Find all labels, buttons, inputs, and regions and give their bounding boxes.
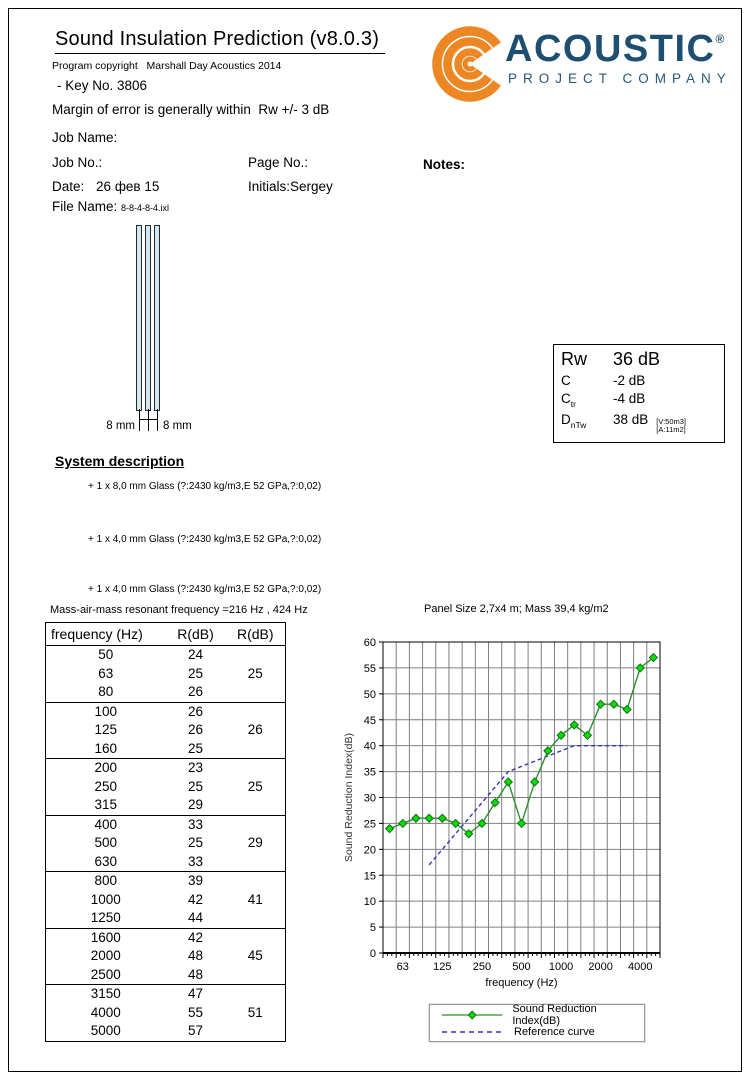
r-value-cell [226,815,286,834]
y-tick-label: 5 [369,922,376,935]
r-value-cell [226,909,286,928]
r-value-cell: 41 [247,891,263,907]
brand-name-text: ACOUSTIC [505,28,716,70]
system-description-heading: System description [55,453,185,469]
r-value-cell [226,702,286,721]
table-row [46,872,286,891]
initials-label: Initials: [248,179,291,194]
dntw-symbol: D [561,412,571,427]
file-name-label: File Name: [52,199,118,214]
table-row [46,815,286,834]
legend-sri-label: Sound Reduction Index(dB) [512,1002,597,1027]
rw-label: Rw [561,349,587,369]
frequency-cell: 630 [94,853,118,869]
dimension-connector [139,419,148,420]
frequency-cell: 5000 [90,1023,121,1039]
r-value-cell: 48 [187,948,204,964]
glass-pane-3 [154,225,160,411]
dntw-label [561,412,613,430]
y-tick-label: 20 [363,844,376,857]
notes-label: Notes: [423,157,466,172]
frequency-cell: 2500 [90,966,121,982]
logo-arcs-icon [430,26,504,104]
table-row [46,985,286,1004]
dntw-value: 38 dB [613,412,649,427]
r-value-cell [226,796,286,815]
y-tick-label: 50 [363,688,376,701]
table-row [46,966,286,985]
frequency-cell: 500 [94,835,118,851]
margin-note: Margin of error is generally within Rw +/- 3 dB [52,102,330,117]
page-title-wrap [55,28,385,54]
table-row [46,947,286,966]
r-value-cell: 25 [247,778,263,794]
legend-entry-reference [440,1024,644,1039]
r-value-cell [226,683,286,702]
dimension-label-right: 8 mm [163,420,192,432]
table-row [46,702,286,721]
frequency-cell: 100 [46,702,166,721]
r-value-cell: 29 [247,835,263,851]
legend-reference-line-icon [440,1027,506,1037]
table-row [46,1004,286,1023]
r-value-cell: 26 [187,684,204,700]
table-row [46,646,286,665]
frequency-cell: 1600 [46,928,166,947]
ctr-label [561,391,613,409]
c-value: -2 dB [613,373,646,388]
frequency-cell: 2000 [90,948,121,964]
dntw-subscript: nTw [570,420,587,430]
r-value-cell: 24 [187,647,204,663]
y-tick-label: 10 [363,896,376,909]
date-label: Date: [52,179,85,194]
table-row [46,891,286,910]
frequency-table [45,622,286,1042]
frequency-cell: 1000 [90,891,121,907]
file-name-line [52,199,169,214]
r-value-cell: 57 [187,1023,204,1039]
resonance-note: Mass-air-mass resonant frequency =216 Hz , 424 Hz [50,604,308,616]
r-value-cell: 42 [166,928,226,947]
r-value-cell [226,966,286,985]
table-row [46,834,286,853]
r-value-cell: 26 [166,702,226,721]
system-layer-2: + 1 x 4,0 mm Glass (?:2430 kg/m3,E 52 GPa,?:0,02) [88,534,322,545]
sri-data-point [425,814,433,822]
sri-data-point [610,700,618,708]
sri-data-point [623,705,631,713]
r-value-cell [226,740,286,759]
frequency-cell: 50 [98,647,114,663]
sri-data-point [531,778,539,786]
line-chart [338,592,690,1007]
r-value-cell [226,759,286,778]
file-name-value: 8-8-4-8-4.ixl [121,203,170,213]
frequency-cell: 400 [46,815,166,834]
y-tick-label: 55 [363,662,376,675]
dntw-notes [656,418,686,434]
r-value-cell: 45 [247,948,263,964]
r-value-cell: 48 [187,966,204,982]
c-label: C [561,373,571,388]
col-header-r2: R(dB) [226,623,286,646]
dimension-tick [157,409,158,431]
job-no-label: Job No.: [52,155,103,170]
table-row [46,853,286,872]
ctr-symbol: C [561,391,571,406]
rating-box [553,344,725,443]
r-value-cell: 23 [166,759,226,778]
r-value-cell: 25 [187,778,204,794]
frequency-cell: 63 [98,665,114,681]
table-row [46,759,286,778]
sri-data-point [597,700,605,708]
x-tick-label: 125 [433,961,452,973]
col-header-r1: R(dB) [166,623,226,646]
date-line [52,179,159,194]
dntw-row [561,412,718,434]
initials-line [248,179,333,194]
ctr-subscript: tr [570,399,576,409]
registered-mark-icon: ® [715,32,725,46]
y-tick-label: 35 [363,766,376,779]
frequency-cell: 125 [94,722,118,738]
frequency-cell: 1250 [90,910,121,926]
glass-pane-2 [145,225,151,411]
y-tick-label: 30 [363,792,376,805]
x-tick-label: 4000 [627,961,653,973]
r-value-cell: 51 [247,1004,263,1020]
rw-row [561,349,718,370]
table-header-row [46,623,286,646]
table-row [46,665,286,684]
chart-legend [429,1004,645,1042]
frequency-cell: 160 [94,740,118,756]
sri-data-point [491,799,499,807]
rw-value: 36 dB [613,349,661,369]
sri-data-point [386,825,394,833]
dimension-tick [148,409,149,431]
c-row [561,373,718,388]
table-row [46,778,286,797]
dntw-volume-note: [V:50m3] [656,417,687,426]
r-value-cell [226,985,286,1004]
r-value-cell [226,872,286,891]
dntw-area-note: [A:11m2] [656,425,686,434]
glass-pane-1 [136,225,142,411]
frequency-cell: 315 [94,797,118,813]
r-value-cell: 29 [187,797,204,813]
r-value-cell: 55 [187,1004,204,1020]
legend-reference-label: Reference curve [514,1025,595,1038]
r-value-cell: 25 [187,665,204,681]
frequency-cell: 250 [94,778,118,794]
x-tick-label: 1000 [548,961,574,973]
system-layer-1: + 1 x 8,0 mm Glass (?:2430 kg/m3,E 52 GPa,?:0,02) [88,481,322,492]
x-tick-label: 2000 [588,961,613,973]
table-row [46,740,286,759]
page-no-label: Page No.: [248,155,309,170]
legend-entry-sri [440,1002,644,1027]
r-value-cell: 39 [166,872,226,891]
r-value-cell: 25 [187,835,204,851]
r-value-cell: 47 [166,985,226,1004]
system-layer-3: + 1 x 4,0 mm Glass (?:2430 kg/m3,E 52 GPa,?:0,02) [88,584,322,595]
ctr-value: -4 dB [613,391,646,406]
r-value-cell [226,1022,286,1041]
frequency-cell: 200 [46,759,166,778]
ctr-row [561,391,718,409]
table-row [46,721,286,740]
y-tick-label: 25 [363,818,376,831]
sri-data-point [399,819,407,827]
r-value-cell: 26 [187,722,204,738]
page-title: Sound Insulation Prediction (v8.0.3) [55,28,385,54]
r-value-cell: 42 [187,891,204,907]
r-value-cell [226,646,286,665]
x-axis-title: frequency (Hz) [485,977,558,989]
col-header-frequency: frequency (Hz) [46,623,166,646]
frequency-cell: 800 [46,872,166,891]
r-value-cell: 25 [247,665,263,681]
job-name-label: Job Name: [52,130,118,145]
table-row [46,683,286,702]
table-row [46,796,286,815]
r-value-cell [226,928,286,947]
x-tick-label: 63 [396,961,409,973]
y-tick-label: 0 [369,948,376,960]
y-tick-label: 40 [363,740,376,753]
y-tick-label: 60 [363,637,376,649]
y-axis-title: Sound Reduction Index(dB) [343,733,355,862]
sri-data-point [504,778,512,786]
r-value-cell: 33 [166,815,226,834]
frequency-cell: 4000 [90,1004,121,1020]
r-value-cell: 25 [187,740,204,756]
sri-data-point [412,814,420,822]
frequency-cell: 3150 [46,985,166,1004]
r-value-cell: 26 [247,722,263,738]
y-tick-label: 15 [363,870,376,883]
frequency-table-body [46,646,286,1042]
dimension-tick [139,409,140,431]
legend-sri-line-icon [440,1010,504,1020]
brand-subtitle: PROJECT COMPANY [508,71,732,86]
copyright-text: Program copyright Marshall Day Acoustics 2014 [52,60,282,72]
brand-name [505,28,724,71]
table-row [46,928,286,947]
x-tick-label: 500 [512,961,531,973]
sri-data-point [438,814,446,822]
key-number: - Key No. 3806 [57,78,148,93]
initials-value: Sergey [290,179,333,194]
date-value: 26 фев 15 [96,179,160,194]
r-value-cell [226,853,286,872]
y-tick-label: 45 [363,714,376,727]
dimension-connector [148,419,157,420]
sri-data-point [518,819,526,827]
r-value-cell: 33 [187,853,204,869]
chart-title: Panel Size 2,7x4 m; Mass 39,4 kg/m2 [424,603,609,615]
table-row [46,1022,286,1041]
frequency-cell: 80 [98,684,114,700]
r-value-cell: 44 [187,910,204,926]
dimension-label-left: 8 mm [106,420,135,432]
table-row [46,909,286,928]
x-tick-label: 250 [472,961,492,973]
